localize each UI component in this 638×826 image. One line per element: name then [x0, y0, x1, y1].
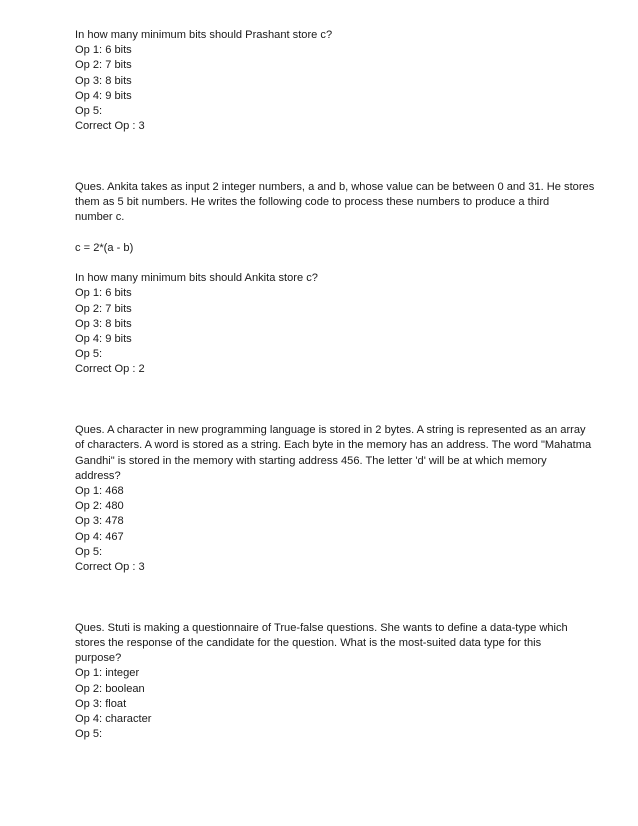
- question-block-2: [75, 180, 595, 378]
- question-line: stores the response of the candidate for the question. What is the most-suited data type for this: [75, 637, 542, 650]
- option-4: Op 4: 9 bits: [75, 333, 132, 346]
- option-2: Op 2: 7 bits: [75, 59, 132, 72]
- question-line: of characters. A word is stored as a string. Each byte in the memory has an address. The word "Mahatma: [75, 439, 592, 452]
- question-line: Ques. Stuti is making a questionnaire of True-false questions. She wants to define a data-type which: [75, 621, 568, 634]
- question-line: Ques. Ankita takes as input 2 integer numbers, a and b, whose value can be between 0 and 31. He stores: [75, 181, 595, 194]
- correct-option: Correct Op : 3: [75, 120, 145, 133]
- question-line: number c.: [75, 211, 125, 224]
- question-text: In how many minimum bits should Ankita store c?: [75, 272, 318, 285]
- option-1: Op 1: 468: [75, 485, 124, 498]
- option-4: Op 4: 9 bits: [75, 89, 132, 102]
- correct-option: Correct Op : 3: [75, 561, 145, 574]
- question-line: Ques. A character in new programming language is stored in 2 bytes. A string is represented as an array: [75, 424, 586, 437]
- option-2: Op 2: 480: [75, 500, 124, 513]
- option-1: Op 1: 6 bits: [75, 44, 132, 57]
- question-block-1: [75, 28, 575, 134]
- option-2: Op 2: 7 bits: [75, 302, 132, 315]
- document-page: [75, 28, 595, 742]
- question-text: In how many minimum bits should Prashant store c?: [75, 29, 333, 41]
- option-1: Op 1: 6 bits: [75, 287, 132, 300]
- question-line: purpose?: [75, 652, 122, 665]
- correct-option: Correct Op : 2: [75, 363, 145, 376]
- option-3: Op 3: 478: [75, 515, 124, 528]
- option-2: Op 2: boolean: [75, 682, 145, 695]
- question-line: them as 5 bit numbers. He writes the following code to process these numbers to produce a third: [75, 196, 550, 209]
- question-line: address?: [75, 469, 121, 482]
- option-4: Op 4: 467: [75, 530, 124, 543]
- option-5: Op 5:: [75, 105, 103, 118]
- question-line: Gandhi" is stored in the memory with starting address 456. The letter 'd' will be at which memory: [75, 454, 547, 467]
- option-5: Op 5:: [75, 728, 103, 741]
- question-block-4: [75, 621, 575, 743]
- option-3: Op 3: 8 bits: [75, 317, 132, 330]
- option-1: Op 1: integer: [75, 667, 140, 680]
- option-5: Op 5:: [75, 348, 103, 361]
- option-3: Op 3: 8 bits: [75, 74, 132, 87]
- option-3: Op 3: float: [75, 697, 127, 710]
- option-4: Op 4: character: [75, 713, 152, 726]
- question-block-3: [75, 423, 592, 575]
- option-5: Op 5:: [75, 545, 103, 558]
- code-line: c = 2*(a - b): [75, 241, 134, 254]
